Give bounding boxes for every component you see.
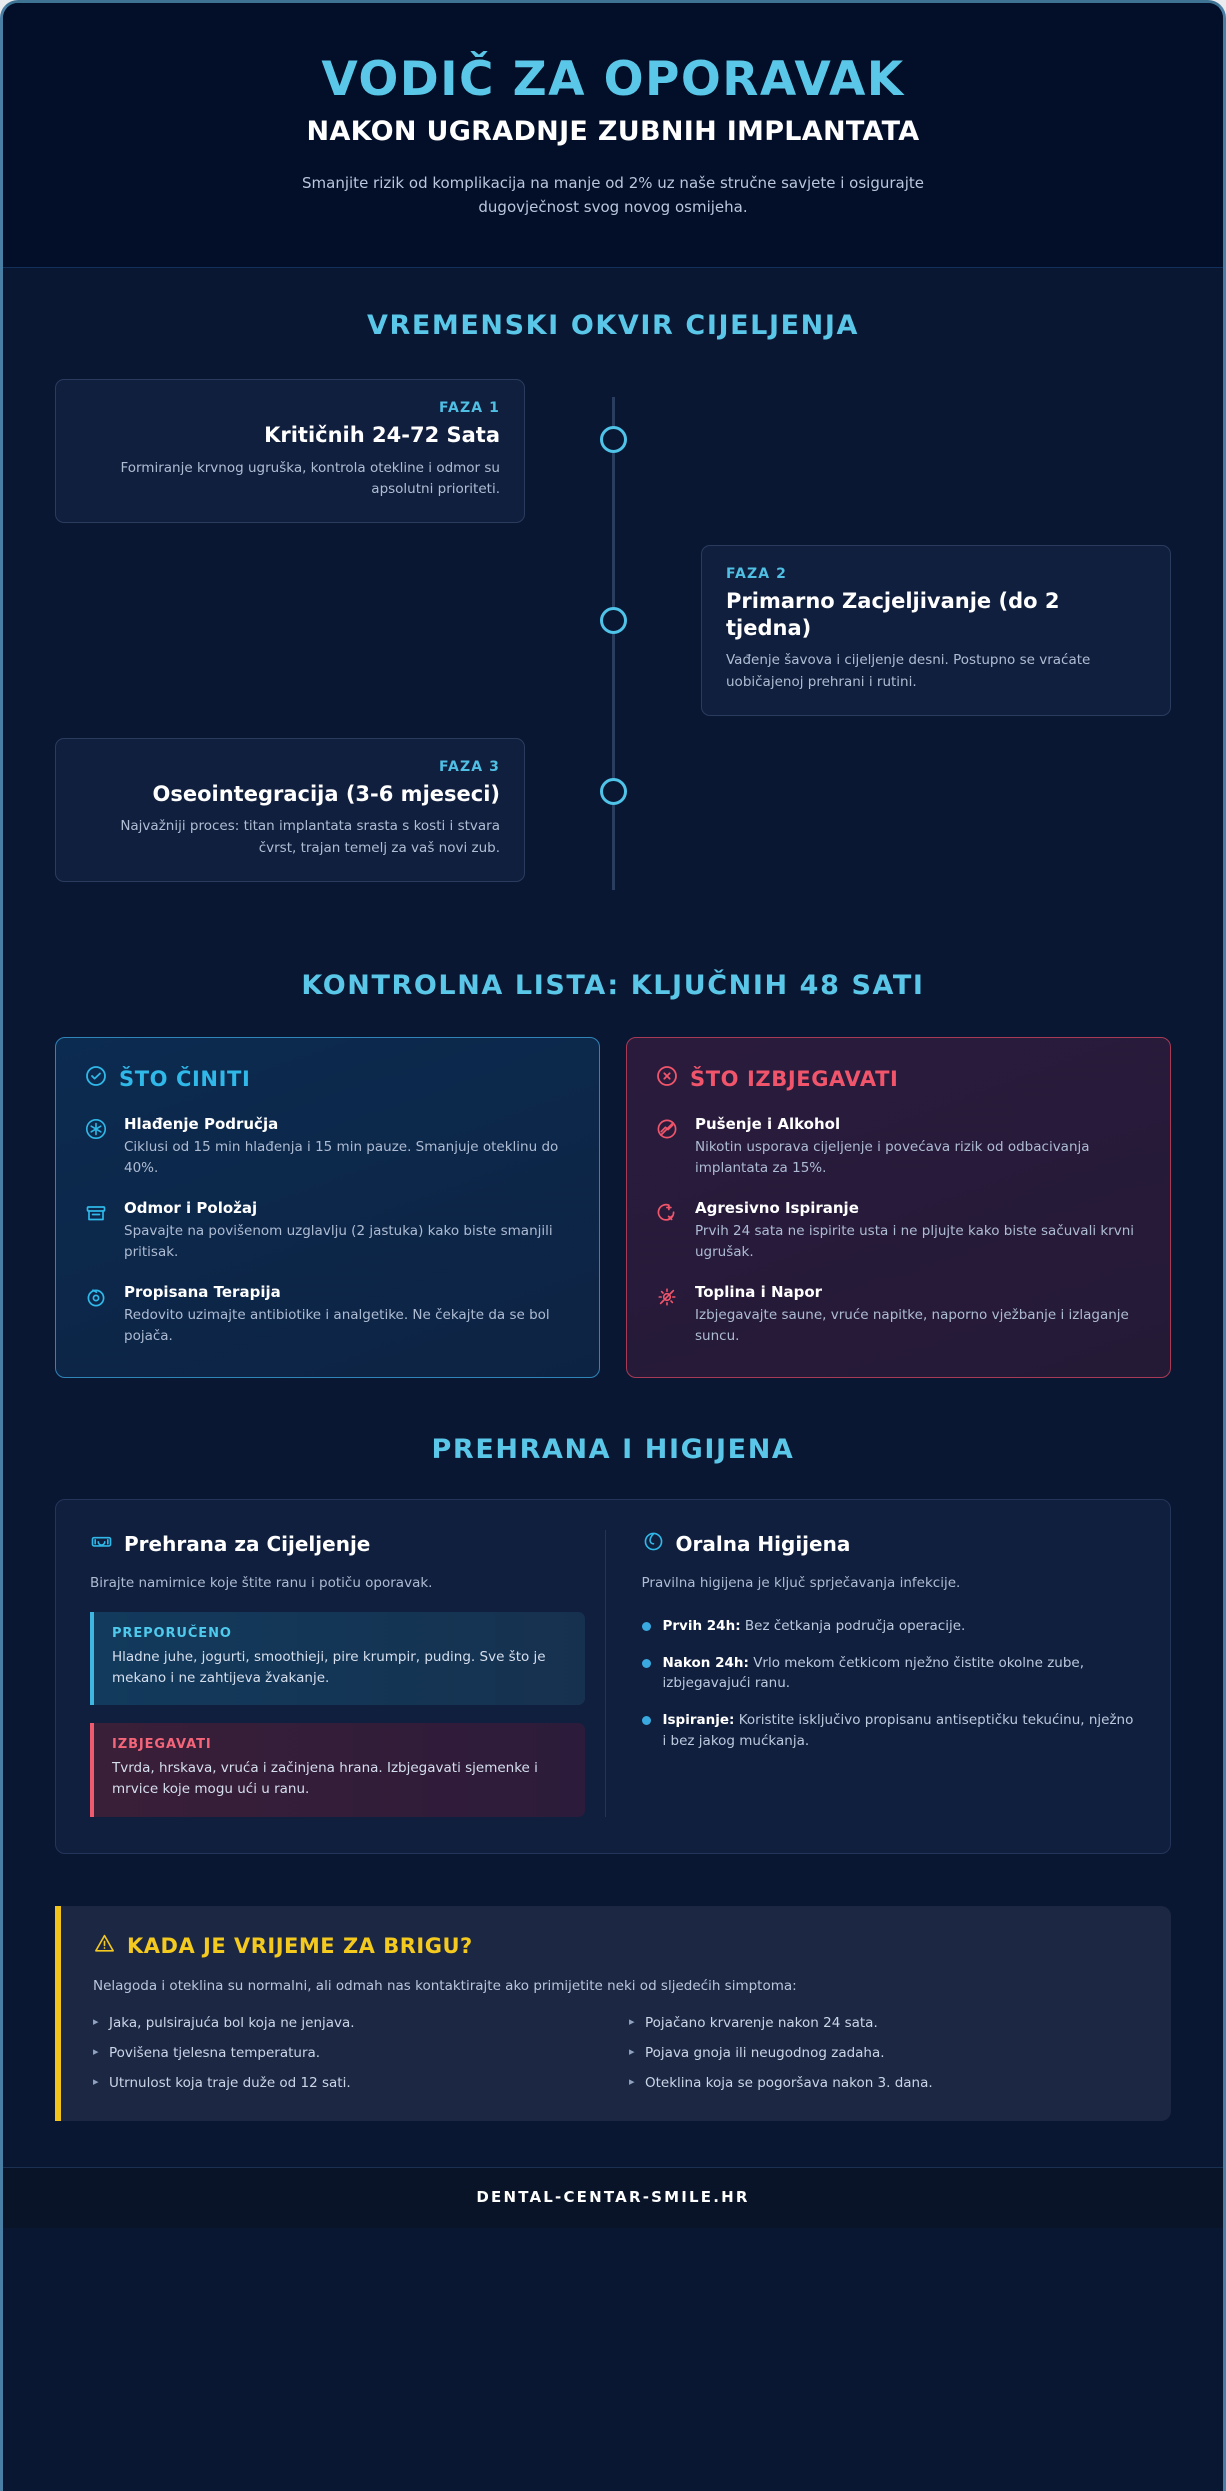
timeline-row bbox=[55, 545, 1171, 716]
do-panel-title: ŠTO ČINITI bbox=[119, 1066, 251, 1091]
nutrition-heading: PREHRANA I HIGIJENA bbox=[431, 1433, 795, 1465]
list-item bbox=[642, 1710, 1137, 1752]
avoid-panel-header bbox=[655, 1064, 1142, 1093]
list-item bbox=[655, 1199, 1142, 1263]
warning-triangle-icon bbox=[93, 1932, 116, 1960]
avoid-food-label: IZBJEGAVATI bbox=[112, 1737, 212, 1753]
bullet-label: Prvih 24h: bbox=[662, 1617, 741, 1634]
list-item bbox=[642, 1653, 1137, 1695]
bed-icon bbox=[84, 1199, 110, 1263]
list-item: ▸ Pojačano krvarenje nakon 24 sata. bbox=[629, 2015, 1139, 2031]
warning-title: KADA JE VRIJEME ZA BRIGU? bbox=[127, 1934, 473, 1959]
no-smoking-icon bbox=[655, 1115, 681, 1179]
item-desc: Ciklusi od 15 min hlađenja i 15 min pauze. Smanjuje oteklinu do 40%. bbox=[124, 1139, 559, 1177]
bullet-dot-icon bbox=[642, 1659, 651, 1668]
phase-label: FAZA 2 bbox=[726, 566, 787, 583]
warning-header bbox=[93, 1932, 1139, 1960]
do-panel-header bbox=[84, 1064, 571, 1093]
food-column bbox=[90, 1530, 606, 1818]
hero-banner bbox=[3, 3, 1223, 268]
timeline-card-phase-2[interactable] bbox=[701, 545, 1171, 716]
bullet-text: Bez četkanja područja operacije. bbox=[740, 1617, 966, 1634]
item-desc: Nikotin usporava cijeljenje i povećava rizik od odbacivanja implantata za 15%. bbox=[695, 1139, 1090, 1177]
avoid-food-box bbox=[90, 1723, 585, 1817]
list-item bbox=[655, 1283, 1142, 1347]
avoid-food-text: Tvrda, hrskava, vruća i začinjena hrana. Izbjegavati sjemenke i mrvice koje mogu ući u ranu. bbox=[112, 1760, 538, 1798]
timeline-marker-1 bbox=[600, 426, 627, 453]
page-subtitle: NAKON UGRADNJE ZUBNIH IMPLANTATA bbox=[306, 115, 920, 147]
footer-site-url[interactable]: DENTAL-CENTAR-SMILE.HR bbox=[476, 2187, 750, 2206]
avoid-panel-title: ŠTO IZBJEGAVATI bbox=[690, 1066, 899, 1091]
timeline-card-phase-1[interactable] bbox=[55, 379, 525, 523]
timeline-marker-2 bbox=[600, 607, 627, 634]
item-title: Agresivno Ispiranje bbox=[695, 1198, 859, 1217]
warning-subtitle: Nelagoda i oteklina su normalni, ali odmah nas kontaktirajte ako primijetite neki od sljedećih simptoma: bbox=[93, 1978, 797, 1995]
item-desc: Prvih 24 sata ne ispirite usta i ne pljujte kako biste sačuvali krvni ugrušak. bbox=[695, 1222, 1135, 1260]
list-item: ▸ Povišena tjelesna temperatura. bbox=[93, 2045, 603, 2061]
item-desc: Izbjegavajte saune, vruće napitke, naporno vježbanje i izlaganje suncu. bbox=[695, 1306, 1129, 1344]
bullet-label: Ispiranje: bbox=[662, 1712, 735, 1729]
do-panel bbox=[55, 1037, 600, 1378]
item-title: Odmor i Položaj bbox=[124, 1198, 258, 1217]
food-subtitle: Birajte namirnice koje štite ranu i potiču oporavak. bbox=[90, 1574, 433, 1591]
check-circle-icon bbox=[84, 1064, 108, 1093]
list-item bbox=[655, 1115, 1142, 1179]
list-item bbox=[84, 1283, 571, 1347]
item-title: Hlađenje Područja bbox=[124, 1115, 279, 1134]
food-title: Prehrana za Cijeljenje bbox=[124, 1531, 371, 1556]
timeline bbox=[55, 379, 1171, 918]
list-item bbox=[84, 1199, 571, 1263]
phase-desc: Formiranje krvnog ugruška, kontrola otekline i odmor su apsolutni prioriteti. bbox=[120, 459, 500, 498]
footer bbox=[3, 2167, 1223, 2228]
food-bowl-icon bbox=[90, 1530, 113, 1558]
recommended-text: Hladne juhe, jogurti, smoothieji, pire krumpir, puding. Sve što je mekano i ne zahtijeva žvakanje. bbox=[112, 1648, 546, 1686]
timeline-section bbox=[3, 268, 1223, 918]
hygiene-header bbox=[642, 1530, 1137, 1558]
item-desc: Spavajte na povišenom uzglavlju (2 jastuka) kako biste smanjili pritisak. bbox=[124, 1222, 553, 1260]
bullet-dot-icon bbox=[642, 1716, 651, 1725]
no-rinse-icon bbox=[655, 1199, 681, 1263]
pill-icon bbox=[84, 1283, 110, 1347]
item-title: Toplina i Napor bbox=[695, 1282, 823, 1301]
hygiene-subtitle: Pravilna higijena je ključ sprječavanja infekcije. bbox=[641, 1574, 961, 1591]
bullet-text: Vrlo mekom četkicom nježno čistite okolne zube, izbjegavajući ranu. bbox=[662, 1654, 1085, 1692]
phase-title: Primarno Zacjeljivanje (do 2 tjedna) bbox=[726, 589, 1060, 640]
x-circle-icon bbox=[655, 1064, 679, 1093]
bullet-dot-icon bbox=[642, 1622, 651, 1631]
recommended-label: PREPORUČENO bbox=[112, 1625, 232, 1641]
page-title: VODIČ ZA OPORAVAK bbox=[321, 52, 905, 107]
item-title: Propisana Terapija bbox=[124, 1282, 281, 1301]
food-header bbox=[90, 1530, 585, 1558]
item-title: Pušenje i Alkohol bbox=[695, 1115, 841, 1134]
item-desc: Redovito uzimajte antibiotike i analgetike. Ne čekajte da se bol pojača. bbox=[124, 1306, 550, 1344]
avoid-panel bbox=[626, 1037, 1171, 1378]
list-item bbox=[84, 1115, 571, 1179]
hygiene-bullets bbox=[642, 1616, 1137, 1753]
warning-box bbox=[55, 1906, 1171, 2120]
timeline-heading: VREMENSKI OKVIR CIJELJENJA bbox=[366, 310, 860, 342]
phase-title: Kritičnih 24-72 Sata bbox=[264, 423, 500, 448]
recommended-food-box bbox=[90, 1612, 585, 1706]
checklist-section bbox=[3, 918, 1223, 1378]
list-item: ▸ Pojava gnoja ili neugodnog zadaha. bbox=[629, 2045, 1139, 2061]
no-sun-heat-icon bbox=[655, 1283, 681, 1347]
phase-desc: Najvažniji proces: titan implantata srasta s kosti i stvara čvrst, trajan temelj za vaš novi zub. bbox=[120, 818, 500, 856]
nutrition-card bbox=[55, 1499, 1171, 1855]
phase-title: Oseointegracija (3-6 mjeseci) bbox=[152, 782, 500, 807]
hygiene-column bbox=[642, 1530, 1137, 1818]
warning-section bbox=[3, 1854, 1223, 2166]
phase-label: FAZA 3 bbox=[439, 759, 500, 776]
hero-lead-text: Smanjite rizik od komplikacija na manje od 2% uz naše stručne savjete i osigurajte dugovječnost svog novog osmijeha. bbox=[302, 173, 924, 217]
hygiene-title: Oralna Higijena bbox=[675, 1531, 851, 1556]
timeline-row bbox=[55, 379, 1171, 523]
droplet-icon bbox=[642, 1530, 665, 1558]
list-item: ▸ Oteklina koja se pogoršava nakon 3. dana. bbox=[629, 2075, 1139, 2091]
bullet-text: Koristite isključivo propisanu antiseptičku tekućinu, nježno i bez jakog mućkanja. bbox=[662, 1712, 1134, 1750]
list-item bbox=[642, 1616, 1137, 1637]
timeline-row bbox=[55, 738, 1171, 882]
phase-label: FAZA 1 bbox=[439, 400, 500, 417]
nutrition-section bbox=[3, 1378, 1223, 1855]
checklist-heading: KONTROLNA LISTA: KLJUČNIH 48 SATI bbox=[301, 970, 925, 1002]
phase-desc: Vađenje šavova i cijeljenje desni. Postupno se vraćate uobičajenoj prehrani i rutini. bbox=[726, 652, 1091, 690]
snowflake-icon bbox=[84, 1115, 110, 1179]
checklist-columns bbox=[55, 1037, 1171, 1378]
warning-symptom-grid bbox=[93, 2015, 1139, 2091]
list-item: ▸ Utrnulost koja traje duže od 12 sati. bbox=[93, 2075, 603, 2091]
list-item: ▸ Jaka, pulsirajuća bol koja ne jenjava. bbox=[93, 2015, 603, 2031]
bullet-label: Nakon 24h: bbox=[662, 1654, 749, 1671]
timeline-marker-3 bbox=[600, 778, 627, 805]
timeline-card-phase-3[interactable] bbox=[55, 738, 525, 882]
